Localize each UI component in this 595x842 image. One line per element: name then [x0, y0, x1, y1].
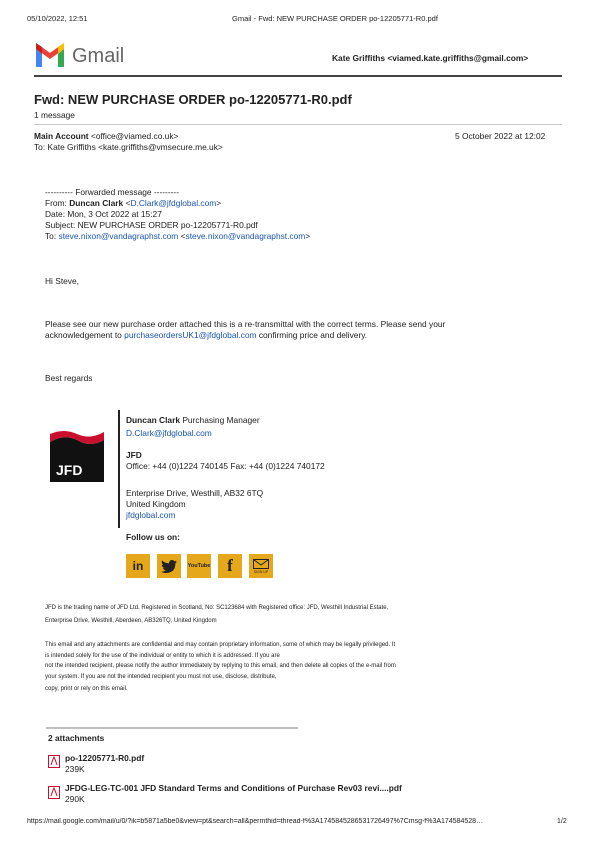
signature-email-link[interactable]: D.Clark@jfdglobal.com	[126, 428, 212, 438]
confidential-line-5: copy, print or rely on this email.	[45, 686, 128, 692]
facebook-glyph: f	[227, 556, 233, 575]
greeting: Hi Steve,	[45, 276, 79, 286]
sign-up-label: SIGN UP	[253, 569, 269, 574]
header-divider	[34, 75, 562, 77]
attachment-1-size: 239K	[65, 764, 85, 774]
forward-to-email2-link[interactable]: steve.nixon@vandagraphst.com	[185, 231, 306, 241]
twitter-icon[interactable]	[157, 554, 181, 578]
message-from	[34, 131, 178, 141]
message-to: To: Kate Griffiths <kate.griffiths@vmsecure.me.uk>	[34, 142, 223, 152]
from-email: <office@viamed.co.uk>	[90, 131, 179, 141]
forward-from-email-link[interactable]: D.Clark@jfdglobal.com	[130, 198, 217, 208]
signature-bar	[118, 410, 120, 528]
forward-from-label: From:	[45, 198, 67, 208]
forward-to-label: To:	[45, 231, 57, 241]
confidential-line-4: your system. If you are not the intended recipient you must not use, disclose, distribute,	[45, 673, 277, 680]
body-line-2-pre: acknowledgement to	[45, 330, 122, 340]
print-datetime: 05/10/2022, 12:51	[27, 14, 88, 23]
forward-date: Date: Mon, 3 Oct 2022 at 15:27	[45, 209, 162, 219]
confidential-line-1: This email and any attachments are confidential and may contain proprietary information, some of which may be legally privileged. It	[45, 642, 396, 648]
attachments-heading: 2 attachments	[48, 733, 105, 743]
body-line-2-post: confirming price and delivery.	[258, 330, 368, 340]
confidential-line-2: is intended solely for the use of the individual or entity to which it is addressed. If you are	[45, 652, 280, 659]
body-line-2	[45, 330, 367, 341]
pdf-file-icon	[48, 755, 60, 768]
signature-website-link[interactable]: jfdglobal.com	[126, 510, 176, 520]
account-label: Kate Griffiths <viamed.kate.griffiths@gmail.com>	[332, 53, 529, 63]
from-name: Main Account	[34, 131, 89, 141]
gmail-logo-text: Gmail	[72, 45, 125, 67]
thread-subject: Fwd: NEW PURCHASE ORDER po-12205771-R0.pdf	[34, 92, 352, 107]
jfd-logo	[50, 428, 104, 482]
subject-divider	[34, 124, 562, 125]
print-page-number: 1/2	[557, 818, 567, 825]
legal-line-2: Enterprise Drive, Westhill, Aberdeen, AB326TQ, United Kingdom	[45, 618, 217, 624]
signature-name-line	[126, 415, 260, 426]
signature-title: Purchasing Manager	[182, 415, 260, 425]
forward-from	[45, 198, 221, 209]
body-line-1: Please see our new purchase order attached this is a re-transmittal with the correct terms. Please send your	[45, 319, 446, 329]
youtube-icon[interactable]	[187, 554, 211, 578]
attachments-divider	[46, 727, 298, 729]
signature-address-1: Enterprise Drive, Westhill, AB32 6TQ	[126, 488, 264, 498]
signature-phones: Office: +44 (0)1224 740145 Fax: +44 (0)1224 740172	[126, 461, 325, 471]
signature-address-2: United Kingdom	[126, 499, 186, 509]
forward-to	[45, 231, 310, 242]
pdf-file-icon	[48, 786, 60, 799]
signature-company: JFD	[126, 450, 142, 460]
attachment-2-size: 290K	[65, 794, 85, 804]
jfd-logo-text: JFD	[56, 462, 83, 478]
forward-to-open: <	[180, 231, 186, 241]
closing: Best regards	[45, 373, 93, 383]
message-count: 1 message	[34, 110, 75, 120]
attachment-1-name[interactable]: po-12205771-R0.pdf	[65, 753, 145, 763]
print-page-title: Gmail - Fwd: NEW PURCHASE ORDER po-12205771-R0.pdf	[232, 14, 438, 23]
facebook-icon[interactable]	[218, 554, 242, 578]
confidential-line-3: not the intended recipient, please notify the author immediately by replying to this email, and then delete all copies of the e-mail from	[45, 663, 396, 669]
signature-name: Duncan Clark	[126, 415, 180, 425]
forward-to-close: >	[305, 231, 311, 241]
linkedin-icon[interactable]	[126, 554, 150, 578]
attachment-2-name[interactable]: JFDG-LEG-TC-001 JFD Standard Terms and Conditions of Purchase Rev03 revi....pdf	[65, 783, 402, 793]
gmail-logo-icon	[34, 43, 66, 69]
follow-us-label: Follow us on:	[126, 532, 180, 542]
forward-marker: ---------- Forwarded message ---------	[45, 187, 179, 197]
forward-from-name: Duncan Clark	[69, 198, 124, 208]
linkedin-glyph: in	[132, 559, 144, 573]
print-url: https://mail.google.com/mail/u/0/?ik=b5871a5be0&view=pt&search=all&permthid=thread-f%3A1745845286531726497%7Cmsg-f%3A174584528…	[27, 818, 484, 825]
youtube-glyph: YouTube	[187, 563, 211, 569]
purchase-orders-email-link[interactable]: purchaseordersUK1@jfdglobal.com	[124, 330, 257, 340]
forward-subject: Subject: NEW PURCHASE ORDER po-12205771-R0.pdf	[45, 220, 258, 230]
envelope-icon[interactable]	[249, 554, 273, 578]
forward-from-close: >	[216, 198, 222, 208]
forward-to-email-link[interactable]: steve.nixon@vandagraphst.com	[58, 231, 179, 241]
forward-from-open: <	[125, 198, 131, 208]
legal-line-1: JFD is the trading name of JFD Ltd. Registered in Scotland, No: SC123684 with Registered office: JFD, Westhill Industrial Estate,	[45, 605, 389, 611]
message-date: 5 October 2022 at 12:02	[455, 131, 546, 141]
